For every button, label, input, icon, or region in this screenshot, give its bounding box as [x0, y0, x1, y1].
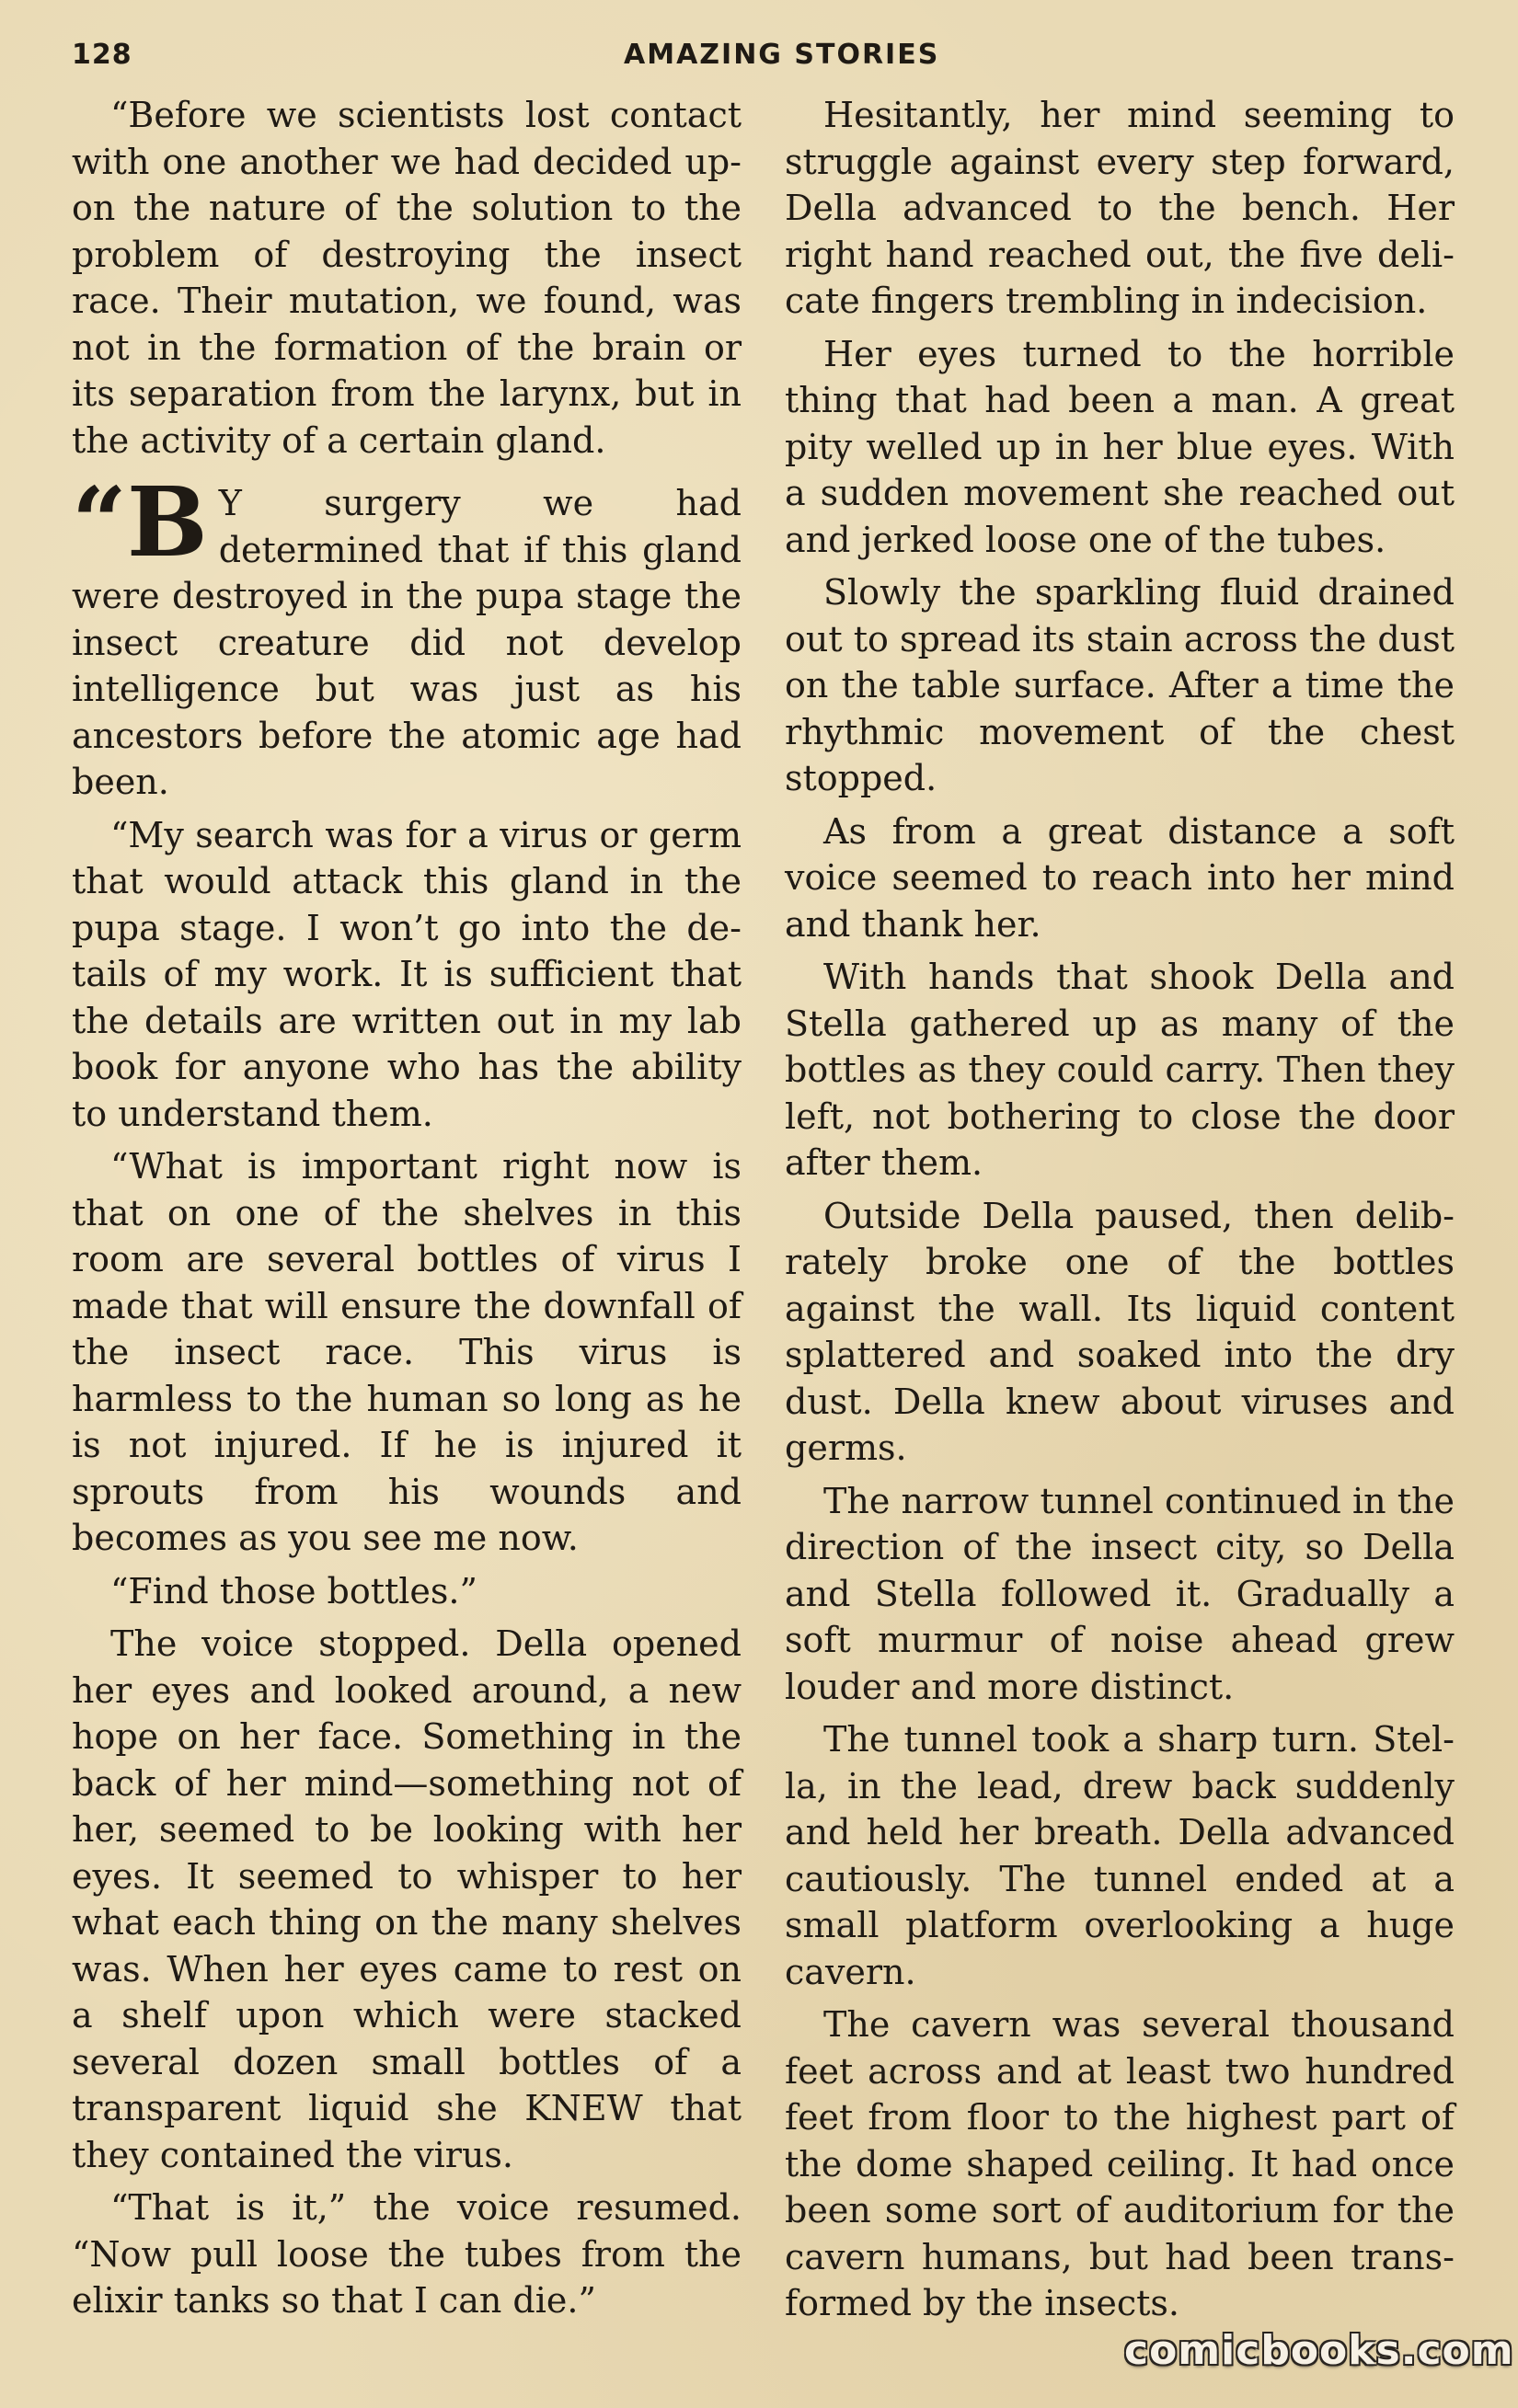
paragraph: Her eyes turned to the horrible thing that had been a man. A great pity welled up in her blue eyes. With a sudden movement she reached out and jerked loose one of the tubes. — [785, 333, 1455, 560]
paragraph: Outside Della paused, then delibrately broke one of the bottles against the wall. Its liquid content splattered and soaked into the dry dust. Della knew about viruses and germs. — [785, 1195, 1455, 1468]
paragraph-text: Y surgery we had determined that if this gland were destroyed in the pupa stage the insect creature did not develop intelligence but was just as his ancestors before the atomic age had been. — [72, 483, 742, 802]
paragraph: The narrow tunnel continued in the direction of the insect city, so Della and Stella followed it. Gradually a soft murmur of noise ahead grew louder and more distinct. — [785, 1480, 1455, 1707]
right-column — [785, 92, 1455, 2333]
left-column — [72, 92, 742, 2331]
paragraph: Slowly the sparkling fluid drained out to spread its stain across the dust on the table surface. After a time the rhythmic movement of the chest stopped. — [785, 572, 1455, 798]
paragraph: The voice stopped. Della opened her eyes and looked around, a new hope on her face. Something in the back of her mind—something not of her, seemed to be looking with her eyes. It seemed to whisper to her what each thing on the many shelves was. When her eyes came to rest on a shelf upon which were stacked several dozen small bottles of a transparent liquid she KNEW that they contained the virus. — [72, 1623, 742, 2175]
paragraph: “That is it,” the voice resumed. “Now pull loose the tubes from the elixir tanks so that I can die.” — [72, 2187, 742, 2321]
paragraph: As from a great distance a soft voice seemed to reach into her mind and thank her. — [785, 810, 1455, 945]
paragraph: “Find those bottles.” — [110, 1570, 477, 1611]
watermark-logo: comicbooks.com — [1124, 2327, 1514, 2374]
dropcap-paragraph — [72, 465, 742, 806]
page-header — [72, 39, 1452, 79]
paragraph: With hands that shook Della and Stella gathered up as many of the bottles as they could carry. Then they left, not bothering to close the door after them. — [785, 957, 1455, 1183]
paragraph: The cavern was several thousand feet across and at least two hundred feet from floor to the highest part of the dome shaped ceiling. It had once been some sort of auditorium for the cavern humans, but had been transformed by the insects. — [785, 2004, 1455, 2323]
drop-cap-letter: B — [126, 465, 208, 579]
paragraph: The tunnel took a sharp turn. Stella, in the lead, drew back suddenly and held her breath. Della advanced cautiously. The tunnel ended at a small platform overlooking a huge cavern. — [785, 1719, 1455, 1992]
drop-cap — [72, 465, 208, 579]
paragraph: “My search was for a virus or germ that would attack this gland in the pupa stage. I won’t go into the details of my work. It is sufficient that the details are written out in my lab book for anyone who has the ability to understand them. — [72, 814, 742, 1134]
running-title: AMAZING STORIES — [624, 39, 940, 71]
drop-cap-quote: “ — [72, 465, 127, 579]
paragraph: “Before we scientists lost contact with one another we had decided upon the nature of the solution to the problem of destroying the insect race. Their mutation, we found, was not in the formation of the brain or its separation from the larynx, but in the activity of a certain gland. — [72, 95, 742, 461]
paragraph: Hesitantly, her mind seeming to struggle against every step forward, Della advanced to the bench. Her right hand reached out, the five delicate fingers trembling in indecision. — [785, 95, 1455, 321]
paragraph: “What is important right now is that on one of the shelves in this room are several bottles of virus I made that will ensure the downfall of the insect race. This virus is harmless to the human so long as he is not injured. If he is injured it sprouts from his wounds and becomes as you see me now. — [72, 1146, 742, 1558]
page-number: 128 — [72, 39, 132, 71]
